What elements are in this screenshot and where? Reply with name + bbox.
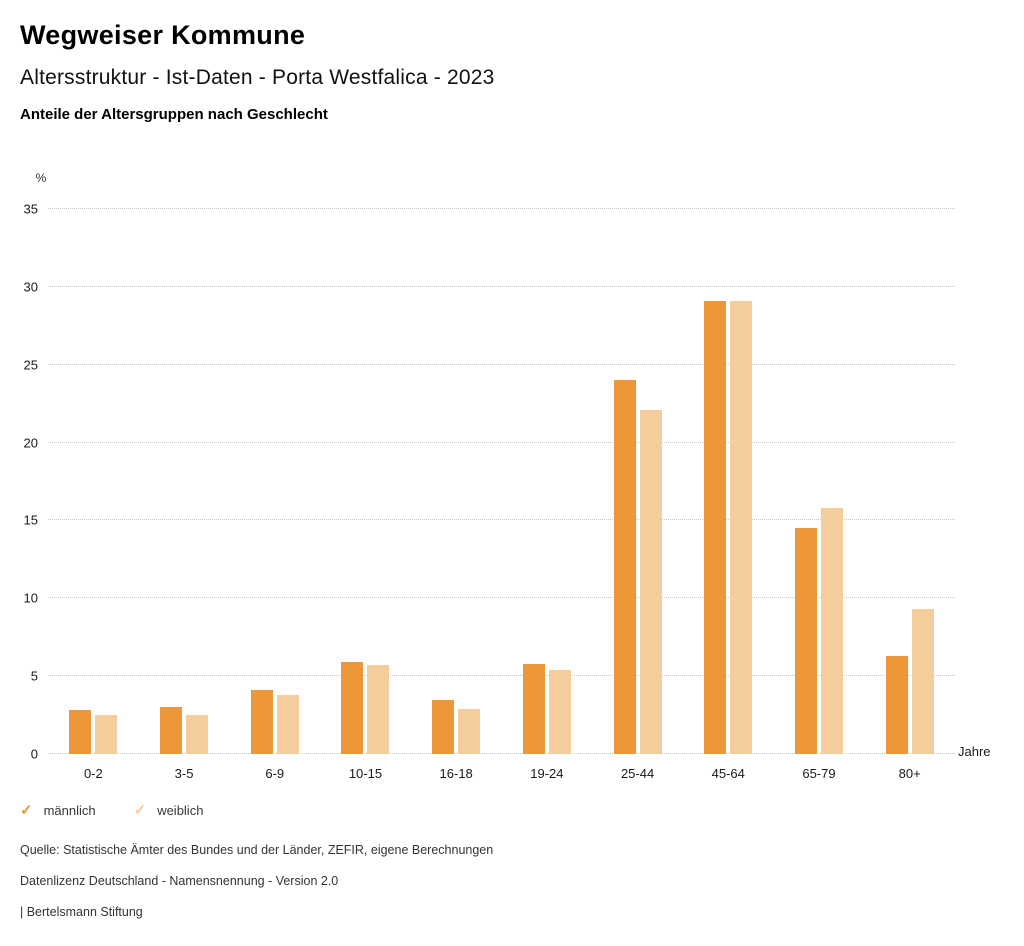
bar-group-65-79	[774, 209, 865, 754]
bar-group-3-5	[139, 209, 230, 754]
bar-maennlich-16-18[interactable]	[432, 700, 454, 755]
bar-maennlich-80+[interactable]	[886, 656, 908, 754]
x-tick-label-45-64: 45-64	[711, 766, 745, 781]
x-axis-unit-label: Jahre	[958, 744, 991, 759]
x-tick-label-0-2: 0-2	[83, 766, 103, 781]
y-tick-label-0: 0	[30, 746, 38, 762]
checkmark-icon: ✓	[20, 802, 33, 819]
bar-weiblich-16-18[interactable]	[458, 709, 480, 754]
license-text: Datenlizenz Deutschland - Namensnennung - Version 2.0	[20, 874, 339, 888]
source-text: Quelle: Statistische Ämter des Bundes und der Länder, ZEFIR, eigene Berechnungen	[20, 843, 494, 857]
bar-group-45-64	[683, 209, 774, 754]
y-tick-label-10: 10	[23, 590, 38, 606]
bar-maennlich-65-79[interactable]	[795, 528, 817, 754]
bar-group-25-44	[592, 209, 683, 754]
bar-group-19-24	[502, 209, 593, 754]
y-tick-label-5: 5	[30, 668, 38, 684]
chart-subtitle: Altersstruktur - Ist-Daten - Porta Westfalica - 2023	[20, 66, 495, 89]
bar-weiblich-65-79[interactable]	[821, 508, 843, 754]
x-tick-label-10-15: 10-15	[348, 766, 383, 781]
y-tick-label-35: 35	[23, 201, 38, 217]
y-tick-label-30: 30	[23, 279, 38, 295]
bar-maennlich-45-64[interactable]	[704, 301, 726, 754]
y-tick-label-25: 25	[23, 357, 38, 373]
y-tick-label-20: 20	[23, 435, 38, 451]
y-tick-label-15: 15	[23, 512, 38, 528]
legend-label: weiblich	[157, 803, 204, 818]
bar-maennlich-6-9[interactable]	[251, 690, 273, 754]
legend-item-maennlich[interactable]	[20, 803, 96, 818]
bar-maennlich-0-2[interactable]	[69, 710, 91, 754]
chart-description: Anteile der Altersgruppen nach Geschlecht	[20, 106, 328, 123]
x-tick-label-25-44: 25-44	[620, 766, 655, 781]
x-axis-labels	[48, 766, 955, 781]
bar-weiblich-0-2[interactable]	[95, 715, 117, 754]
bar-group-16-18	[411, 209, 502, 754]
attribution-text: | Bertelsmann Stiftung	[20, 905, 143, 919]
footer	[20, 843, 493, 936]
bar-group-0-2	[48, 209, 139, 754]
bar-weiblich-80+[interactable]	[912, 609, 934, 754]
bar-group-80+	[864, 209, 955, 754]
bar-weiblich-25-44[interactable]	[640, 410, 662, 754]
bar-maennlich-19-24[interactable]	[523, 664, 545, 754]
bar-group-6-9	[229, 209, 320, 754]
bar-maennlich-25-44[interactable]	[614, 380, 636, 754]
x-tick-label-19-24: 19-24	[530, 766, 564, 781]
bar-groups	[48, 209, 955, 754]
bar-group-10-15	[320, 209, 411, 754]
legend	[20, 803, 241, 818]
checkmark-icon: ✓	[133, 802, 147, 819]
bar-weiblich-10-15[interactable]	[367, 665, 389, 754]
plot-area	[23, 201, 955, 762]
page-title: Wegweiser Kommune	[20, 20, 306, 50]
bar-weiblich-19-24[interactable]	[549, 670, 571, 754]
x-tick-label-65-79: 65-79	[802, 766, 836, 781]
bar-weiblich-45-64[interactable]	[730, 301, 752, 754]
bar-weiblich-6-9[interactable]	[277, 695, 299, 754]
legend-item-weiblich[interactable]	[134, 803, 204, 818]
x-tick-label-6-9: 6-9	[265, 766, 285, 781]
x-tick-label-16-18: 16-18	[439, 766, 473, 781]
legend-label: männlich	[43, 803, 96, 818]
x-tick-label-80+: 80+	[898, 766, 921, 781]
y-axis-unit-label: %	[35, 171, 47, 185]
x-tick-label-3-5: 3-5	[174, 766, 194, 781]
bar-maennlich-10-15[interactable]	[341, 662, 363, 754]
bar-weiblich-3-5[interactable]	[186, 715, 208, 754]
bar-maennlich-3-5[interactable]	[160, 707, 182, 754]
